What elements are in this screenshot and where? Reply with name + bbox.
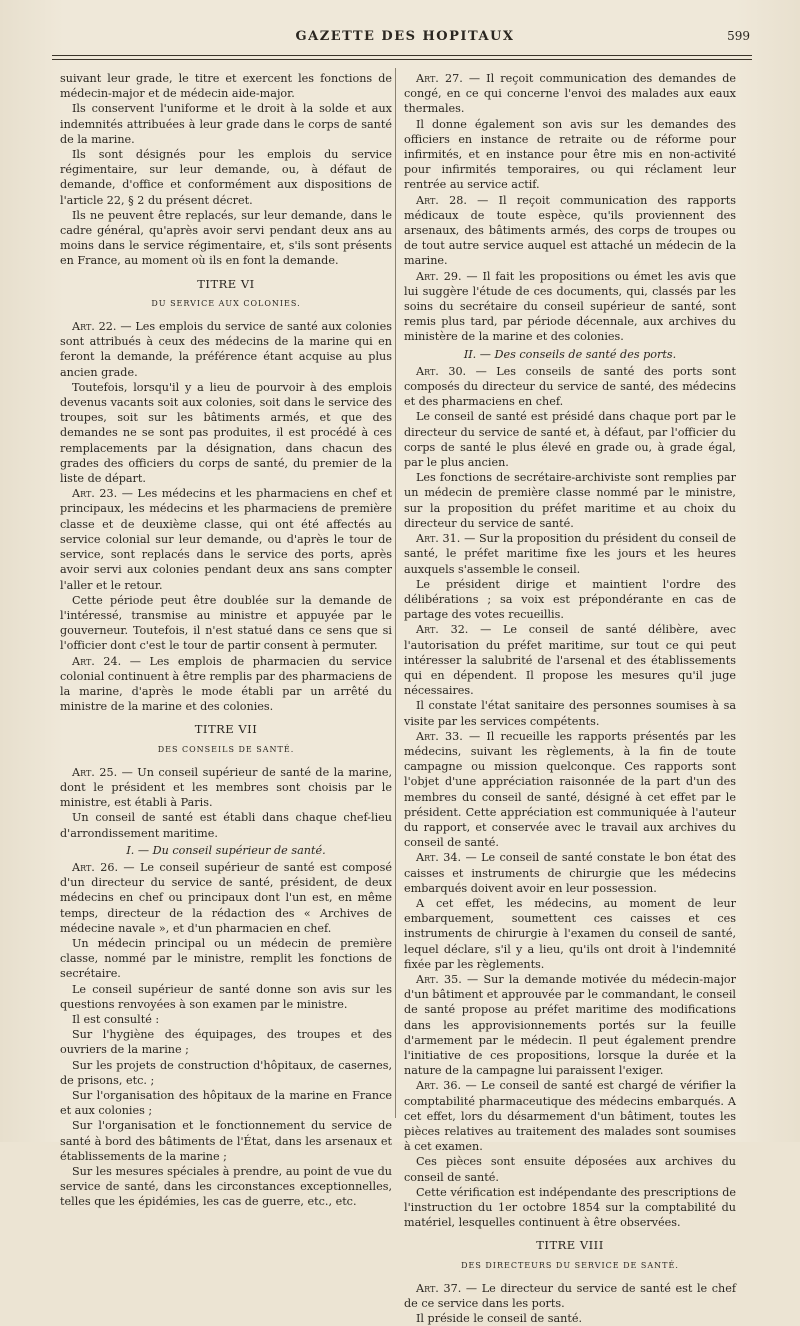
section-subtitle: DU SERVICE AUX COLONIES. <box>151 298 301 308</box>
article-label: Art. 34. <box>416 851 462 865</box>
paragraph: Le conseil de santé est présidé dans chaque port par le directeur du service de santé et, à défaut, par l'officier du corps de santé le plus élevé en grade ou, à grade égal, par le plus ancien. <box>404 410 736 470</box>
subsection-heading: I. — Du conseil supérieur de santé. <box>126 843 326 857</box>
page-number: 599 <box>727 29 750 43</box>
paragraph: Cette période peut être doublée sur la demande de l'intéressé, transmise au ministre et appuyée par le gouverneur. Toutefois, il n'est statué dans ce sens que si l'officier dont c'est le tour de partir consent à permuter. <box>60 593 392 653</box>
article-text: — Les emplois du service de santé aux colonies sont attribués à ceux des médecins de la marine qui en feront la demande, la préférence étant acquise au plus ancien grade. <box>60 320 393 379</box>
section-subtitle: DES DIRECTEURS DU SERVICE DE SANTÉ. <box>461 1260 679 1270</box>
article-label: Art. 33. <box>416 729 463 743</box>
article <box>404 531 736 577</box>
column-separator <box>395 68 396 1118</box>
paragraph: Cette vérification est indépendante des prescriptions de l'instruction du 1er octobre 1854 sur la comptabilité du matériel, lesquelles continuent à être observées. <box>404 1185 736 1230</box>
article-label: Art. 28. <box>416 193 467 207</box>
paragraph: Les fonctions de secrétaire-archiviste sont remplies par un médecin de première classe nommé par le ministre, sur la proposition du préfet maritime et au choix du directeur du service de santé. <box>404 471 736 530</box>
paragraph: Le président dirige et maintient l'ordre des délibérations ; sa voix est prépondérante en cas de partage des votes recueillis. <box>404 577 736 622</box>
article-text: — Le conseil de santé est chargé de vérifier la comptabilité pharmaceutique des médecins embarqués. A cet effet, lors du désarmement d'un bâtiment, toutes les pièces relatives au traitement des malades sont soumises à cet examen. <box>404 1079 737 1154</box>
article-text: — Sur la proposition du président du conseil de santé, le préfet maritime fixe les jours et les heures auxquels s'assemble le conseil. <box>404 532 737 576</box>
article <box>60 486 392 592</box>
article <box>60 654 392 715</box>
paragraph: Il est consulté : <box>72 1012 160 1026</box>
article-text: — Sur la demande motivée du médecin-major d'un bâtiment et approuvée par le commandant, le conseil de santé propose au préfet maritime des modifications dans les approvisionnements portés sur la feuille d'armement par le médecin. Il peut également prendre l'initiative de ces propositions, lorsque la durée et la nature de la campagne lui paraissent l'exiger. <box>404 972 736 1078</box>
article-label: Art. 24. <box>72 654 122 668</box>
article-label: Art. 23. <box>72 487 118 501</box>
paragraph: Ils ne peuvent être replacés, sur leur demande, dans le cadre général, qu'après avoir servi pendant deux ans au moins dans le service régimentaire, et, s'ils sont présents en France, au moment où ils en font la demande. <box>60 208 392 268</box>
header-rule-top <box>52 55 752 56</box>
article-text: — Le conseil de santé constate le bon état des caisses et instruments de chirurgie que les médecins embarqués doivent avoir en leur possession. <box>404 851 736 895</box>
article-label: Art. 32. <box>416 623 469 637</box>
header-rule-bottom <box>52 59 752 60</box>
article <box>404 193 736 269</box>
article-label: Art. 36. <box>416 1079 462 1093</box>
article-label: Art. 37. <box>416 1281 462 1295</box>
section-title: TITRE VIII <box>536 1238 604 1253</box>
article <box>60 319 392 380</box>
article-text: — Un conseil supérieur de santé de la marine, dont le président et les membres sont choisis par le ministre, est établi à Paris. <box>60 765 393 810</box>
article-text: — Le directeur du service de santé est le chef de ce service dans les ports. <box>404 1281 736 1311</box>
article <box>404 269 736 345</box>
article <box>60 860 392 936</box>
section-title: TITRE VII <box>194 722 258 737</box>
article-text: — Il reçoit communication des rapports médicaux de toute espèce, qu'ils proviennent des arsenaux, des bâtiments armés, des corps de troupes ou de tout autre service auquel est attaché un médecin de la marine. <box>404 193 736 268</box>
paragraph: Il préside le conseil de santé. <box>416 1312 583 1326</box>
paragraph: Sur l'hygiène des équipages, des troupes et des ouvriers de la marine ; <box>60 1028 392 1057</box>
article <box>404 71 736 117</box>
article-text: — Il recueille les rapports présentés par les médecins, suivant les règlements, à la fin de toute campagne ou mission quelconque. Ces rapports sont l'objet d'une appréciation raisonnée de la part d'un des membres du conseil de santé, désigné à cet effet par le président. Cette appréciation est communiquée à l'auteur du rapport, et conservée avec le travail aux archives du conseil de santé. <box>404 729 736 850</box>
article <box>404 622 736 698</box>
article-label: Art. 30. <box>416 364 467 378</box>
article-text: — Les médecins et les pharmaciens en chef et principaux, les médecins et les pharmaciens de première classe et de deuxième classe, qui ont été affectés au service colonial sur leur demande, ou d'après le tour de service, sont replacés dans le service des ports, après avoir servi aux colonies pendant deux ans sans compter l'aller et le retour. <box>60 487 393 592</box>
article-label: Art. 25. <box>72 765 118 779</box>
paragraph: Toutefois, lorsqu'il y a lieu de pourvoir à des emplois devenus vacants soit aux colonies, soit dans le service des troupes, soit sur les bâtiments armés, et que des demandes ne se sont pas produites, il est procédé à ces remplacements par la désignation, dans chacun des grades des officiers du corps de santé, du premier de la liste de départ. <box>60 380 392 486</box>
article-text: — Les emplois de pharmacien du service colonial continuent à être remplis par des pharmaciens de la marine, d'après le mode établi par un arrêté du ministre de la marine et des colonies. <box>60 654 393 714</box>
article-label: Art. 31. <box>416 532 461 546</box>
article-text: — Il reçoit communication des demandes de congé, en ce qui concerne l'envoi des malades aux eaux thermales. <box>404 72 737 116</box>
paragraph: Le conseil supérieur de santé donne son avis sur les questions renvoyées à son examen par le ministre. <box>60 982 392 1011</box>
paragraph: suivant leur grade, le titre et exercent les fonctions de médecin-major et de médecin aide-major. <box>60 72 392 101</box>
subsection-heading: II. — Des conseils de santé des ports. <box>463 347 677 361</box>
journal-title: GAZETTE DES HOPITAUX <box>295 29 515 44</box>
article <box>404 364 736 410</box>
right-column <box>404 71 736 1326</box>
left-column <box>60 71 392 1210</box>
article <box>404 1078 736 1154</box>
paragraph: Ils conservent l'uniforme et le droit à la solde et aux indemnités attribuées à leur grade dans le corps de santé de la marine. <box>60 102 392 146</box>
paragraph: Sur les mesures spéciales à prendre, au point de vue du service de santé, dans les circonstances exceptionnelles, telles que les épidémies, les cas de guerre, etc., etc. <box>60 1165 392 1209</box>
article-text: — Le conseil de santé délibère, avec l'autorisation du préfet maritime, sur tout ce qui peut intéresser la salubrité de l'arsenal et des établissements qui en dépendent. Il propose les mesures qu'il juge nécessaires. <box>404 623 737 698</box>
article-label: Art. 22. <box>72 320 117 334</box>
article <box>404 729 736 851</box>
paragraph: Il constate l'état sanitaire des personnes soumises à sa visite par les services compétents. <box>404 699 736 728</box>
article <box>60 765 392 811</box>
article-text: — Le conseil supérieur de santé est composé d'un directeur du service de santé, président, de deux médecins en chef ou principaux dont l'un est, en même temps, directeur de la rédaction des « Archives de médecine navale », et d'un pharmacien en chef. <box>60 860 392 935</box>
paragraph: Sur l'organisation et le fonctionnement du service de santé à bord des bâtiments de l'État, dans les arsenaux et établissements de la marine ; <box>60 1119 392 1163</box>
paragraph: Ces pièces sont ensuite déposées aux archives du conseil de santé. <box>404 1155 736 1184</box>
article <box>404 972 736 1078</box>
paragraph: Sur l'organisation des hôpitaux de la marine en France et aux colonies ; <box>60 1089 392 1118</box>
paragraph: Un conseil de santé est établi dans chaque chef-lieu d'arrondissement maritime. <box>60 811 392 840</box>
page-header <box>60 26 750 48</box>
paragraph: Un médecin principal ou un médecin de première classe, nommé par le ministre, remplit les fonctions de secrétaire. <box>60 936 392 981</box>
article-label: Art. 26. <box>72 860 119 874</box>
article <box>404 1281 736 1311</box>
article-text: — Il fait les propositions ou émet les avis que lui suggère l'étude de ces documents, qui, classés par les soins du secrétaire du conseil supérieur de santé, sont remis plus tard, par période décennale, aux archives du ministère de la marine et des colonies. <box>404 269 737 344</box>
paragraph: A cet effet, les médecins, au moment de leur embarquement, soumettent ces caisses et ces instruments de chirurgie à l'examen du conseil de santé, lequel déclare, s'il y a lieu, qu'ils ont droit à l'indemnité fixée par les règlements. <box>404 896 736 971</box>
article-label: Art. 35. <box>416 972 462 986</box>
paragraph: Il donne également son avis sur les demandes des officiers en instance de retraite ou de réforme pour infirmités, et en instance pour être mis en non-activité pour infirmités temporaires, ou qui réclament leur rentrée au service actif. <box>404 117 736 192</box>
article-text: — Les conseils de santé des ports sont composés du directeur du service de santé, des médecins et des pharmaciens en chef. <box>404 364 737 409</box>
paragraph: Sur les projets de construction d'hôpitaux, de casernes, de prisons, etc. ; <box>60 1058 392 1087</box>
article-label: Art. 27. <box>416 72 463 85</box>
paragraph: Ils sont désignés pour les emplois du service régimentaire, sur leur demande, ou, à défaut de demande, d'office et conformément aux dispositions de l'article 22, § 2 du présent décret. <box>60 148 392 207</box>
section-title: TITRE VI <box>197 276 255 291</box>
article <box>404 850 736 896</box>
article-label: Art. 29. <box>416 269 462 283</box>
section-subtitle: DES CONSEILS DE SANTÉ. <box>157 744 295 754</box>
